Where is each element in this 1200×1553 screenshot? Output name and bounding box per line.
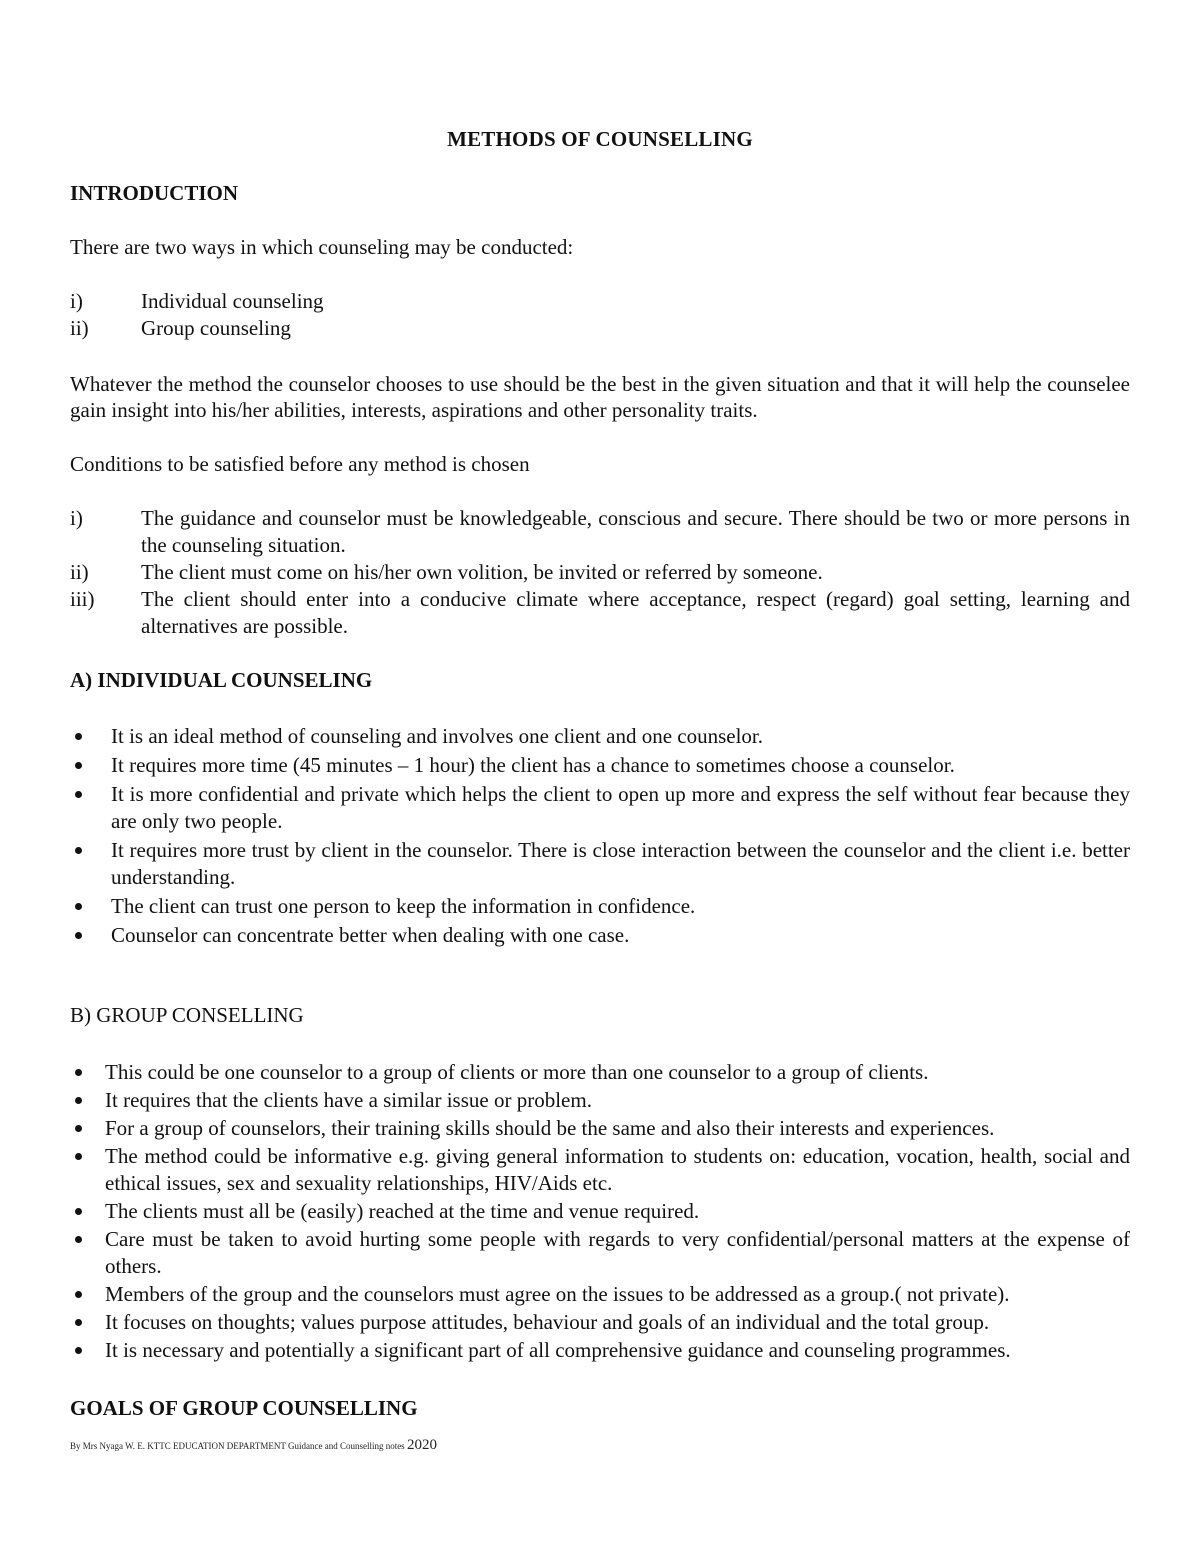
- list-item: [111, 922, 1130, 949]
- list-item-text: It focuses on thoughts; values purpose attitudes, behaviour and goals of an individual and the total group.: [105, 1310, 990, 1334]
- list-item-text: Group counseling: [141, 316, 291, 340]
- bullet-icon: [75, 1097, 82, 1104]
- list-item-text: Counselor can concentrate better when dealing with one case.: [111, 923, 630, 947]
- bullet-icon: [75, 733, 82, 740]
- group-counselling-list: [105, 1059, 1130, 1365]
- conditions-list-item: [70, 586, 1130, 640]
- list-item: [111, 723, 1130, 750]
- group-counselling-heading: B) GROUP CONSELLING: [70, 1003, 304, 1027]
- list-item-text: Care must be taken to avoid hurting some people with regards to very confidential/personal matters at the expense of others.: [105, 1227, 1130, 1278]
- list-item: [105, 1226, 1130, 1280]
- list-item: [111, 893, 1130, 920]
- bullet-icon: [75, 1069, 82, 1076]
- individual-counseling-heading: A) INDIVIDUAL COUNSELING: [70, 668, 373, 692]
- goals-heading: GOALS OF GROUP COUNSELLING: [70, 1396, 418, 1420]
- bullet-icon: [75, 1347, 82, 1354]
- list-item-text: The method could be informative e.g. giving general information to students on: education, vocation, health, social and ethical issues, sex and sexuality relationships, HIV/Aids etc.: [105, 1144, 1130, 1195]
- conditions-list: [70, 505, 1130, 640]
- ways-list: [70, 288, 1130, 342]
- list-marker: i): [70, 506, 83, 530]
- list-marker: i): [70, 289, 83, 313]
- document-title: METHODS OF COUNSELLING: [447, 127, 753, 151]
- introduction-lead: There are two ways in which counseling may be conducted:: [70, 235, 574, 259]
- list-item: [105, 1059, 1130, 1086]
- list-item: [105, 1115, 1130, 1142]
- bullet-icon: [75, 1291, 82, 1298]
- conditions-list-item: [70, 559, 1130, 586]
- list-item: [111, 781, 1130, 835]
- list-item-text: This could be one counselor to a group of clients or more than one counselor to a group of clients.: [105, 1060, 929, 1084]
- list-item-text: Individual counseling: [141, 289, 324, 313]
- list-item: [105, 1309, 1130, 1336]
- list-item-text: It requires more trust by client in the counselor. There is close interaction between the counselor and the client i.e. better understanding.: [111, 838, 1130, 889]
- bullet-icon: [75, 791, 82, 798]
- conditions-list-item: [70, 505, 1130, 559]
- page-footer: [70, 1437, 437, 1454]
- list-item-text: It requires that the clients have a similar issue or problem.: [105, 1088, 592, 1112]
- list-item-text: It is more confidential and private which helps the client to open up more and express the self without fear because they are only two people.: [111, 782, 1130, 833]
- bullet-icon: [75, 903, 82, 910]
- list-item: [105, 1198, 1130, 1225]
- list-item-text: The guidance and counselor must be knowledgeable, conscious and secure. There should be two or more persons in the counseling situation.: [141, 506, 1130, 557]
- bullet-icon: [75, 1319, 82, 1326]
- introduction-paragraph: Whatever the method the counselor chooses to use should be the best in the given situation and that it will help the counselee gain insight into his/her abilities, interests, aspirations and other personality traits.: [70, 372, 1130, 422]
- list-marker: ii): [70, 316, 89, 340]
- introduction-heading: INTRODUCTION: [70, 181, 239, 205]
- ways-list-item: [70, 315, 1130, 342]
- list-item: [111, 837, 1130, 891]
- list-item-text: The client must come on his/her own volition, be invited or referred by someone.: [141, 560, 823, 584]
- list-marker: ii): [70, 560, 89, 584]
- bullet-icon: [75, 1153, 82, 1160]
- bullet-icon: [75, 847, 82, 854]
- list-item-text: It is necessary and potentially a significant part of all comprehensive guidance and counseling programmes.: [105, 1338, 1011, 1362]
- list-item-text: The clients must all be (easily) reached at the time and venue required.: [105, 1199, 700, 1223]
- bullet-icon: [75, 1208, 82, 1215]
- list-item: [105, 1337, 1130, 1364]
- list-item: [105, 1143, 1130, 1197]
- list-item-text: The client can trust one person to keep the information in confidence.: [111, 894, 696, 918]
- conditions-lead: Conditions to be satisfied before any method is chosen: [70, 452, 530, 476]
- list-item-text: The client should enter into a conducive climate where acceptance, respect (regard) goal setting, learning and alternatives are possible.: [141, 587, 1130, 638]
- bullet-icon: [75, 932, 82, 939]
- bullet-icon: [75, 762, 82, 769]
- list-item-text: For a group of counselors, their training skills should be the same and also their interests and experiences.: [105, 1116, 995, 1140]
- list-item: [105, 1281, 1130, 1308]
- footer-year: 2020: [406, 1437, 437, 1453]
- list-item-text: It is an ideal method of counseling and involves one client and one counselor.: [111, 724, 764, 748]
- footer-text: By Mrs Nyaga W. E. KTTC EDUCATION DEPARTMENT Guidance and Counselling notes: [70, 1441, 405, 1451]
- list-item-text: It requires more time (45 minutes – 1 hour) the client has a chance to sometimes choose a counselor.: [111, 753, 955, 777]
- list-item: [111, 752, 1130, 779]
- bullet-icon: [75, 1236, 82, 1243]
- list-item-text: Members of the group and the counselors must agree on the issues to be addressed as a group.( not private).: [105, 1282, 1010, 1306]
- bullet-icon: [75, 1125, 82, 1132]
- list-marker: iii): [70, 587, 95, 611]
- individual-counseling-list: [111, 723, 1130, 951]
- list-item: [105, 1087, 1130, 1114]
- ways-list-item: [70, 288, 1130, 315]
